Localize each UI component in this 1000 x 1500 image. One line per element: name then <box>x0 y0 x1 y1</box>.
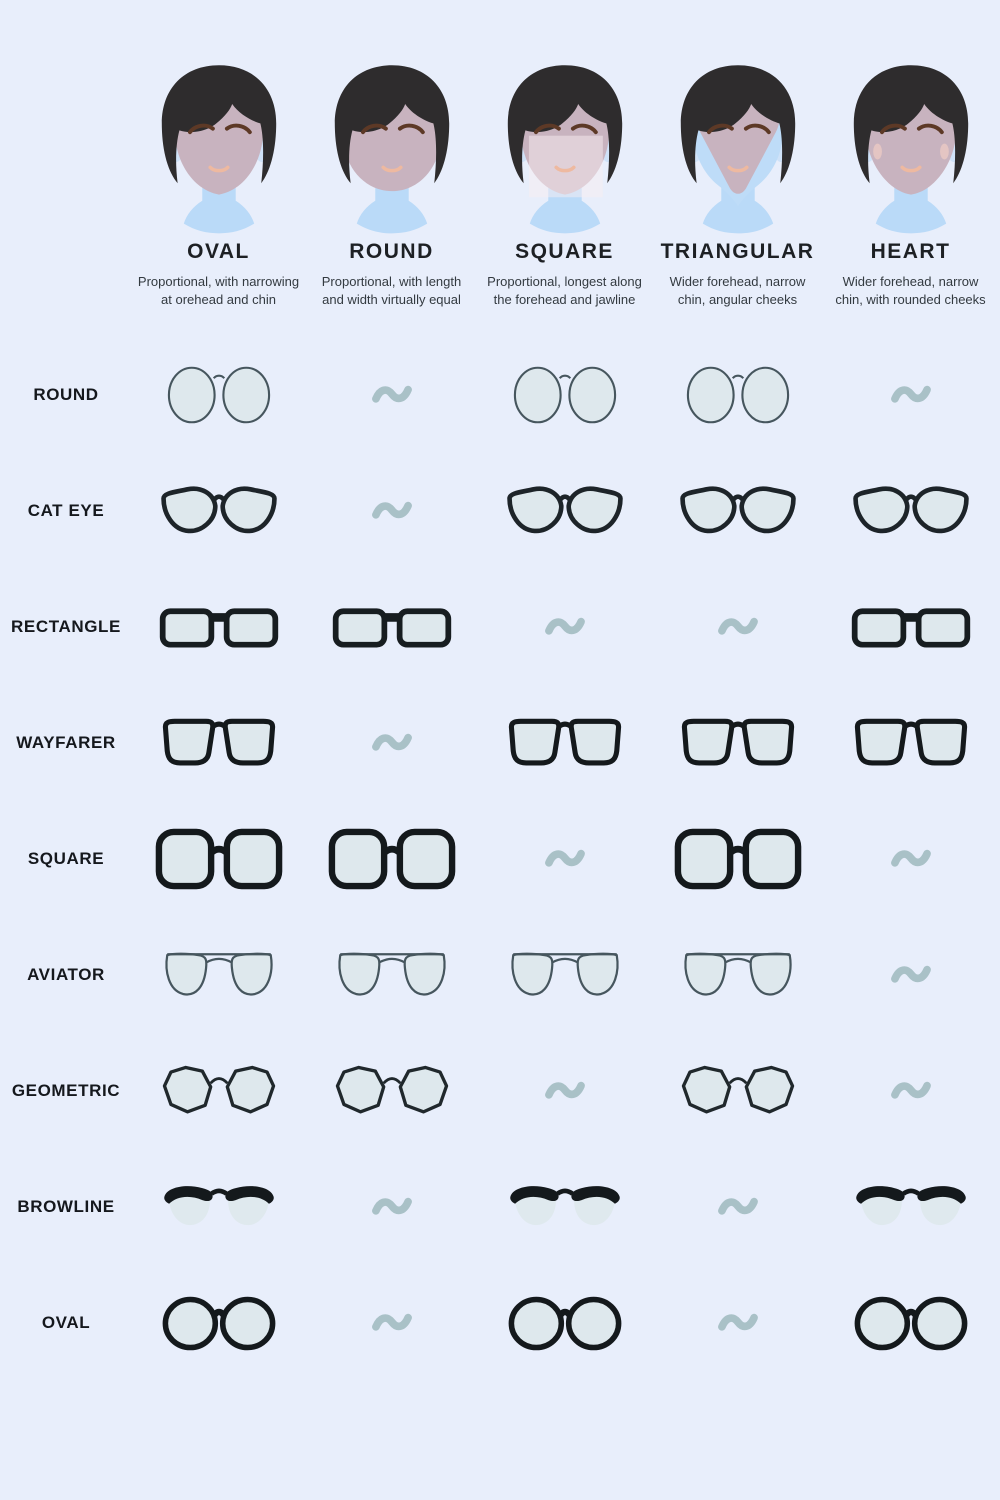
recommended-cell-square-oval <box>132 826 305 893</box>
glasses-icon <box>158 1292 280 1355</box>
not-recommended-cell-oval-round <box>305 1306 478 1340</box>
not-recommended-cell-browline-triangular <box>651 1190 824 1224</box>
not-recommended-cell-round-round <box>305 378 478 412</box>
glasses-icon <box>850 480 972 543</box>
recommended-cell-square-triangular <box>651 826 824 893</box>
recommended-cell-cateye-oval <box>132 480 305 543</box>
glasses-icon <box>504 944 626 1007</box>
glasses-icon <box>158 480 280 543</box>
face-shape-column-square <box>478 60 651 309</box>
recommended-cell-browline-heart <box>824 1176 997 1239</box>
glasses-icon <box>850 1292 972 1355</box>
tilde-icon <box>888 1074 934 1108</box>
tilde-icon <box>369 1190 415 1224</box>
glasses-icon <box>158 1060 280 1123</box>
face-shape-name: TRIANGULAR <box>660 240 815 263</box>
glasses-icon <box>504 712 626 775</box>
recommended-cell-browline-oval <box>132 1176 305 1239</box>
frame-row-wayfarer <box>0 685 1000 801</box>
recommended-cell-round-square <box>478 365 651 425</box>
face-shape-name: SQUARE <box>515 240 614 263</box>
glasses-icon <box>329 595 455 660</box>
glasses-icon <box>680 365 796 425</box>
not-recommended-cell-rectangle-square <box>478 610 651 644</box>
not-recommended-cell-wayfarer-round <box>305 726 478 760</box>
face-icon <box>663 60 813 236</box>
not-recommended-cell-round-heart <box>824 378 997 412</box>
tilde-icon <box>542 1074 588 1108</box>
recommended-cell-round-oval <box>132 365 305 425</box>
glasses-icon <box>504 1176 626 1239</box>
face-shape-description: Proportional, with length and width virtually equal <box>321 274 462 308</box>
glasses-icon <box>677 480 799 543</box>
tilde-icon <box>715 610 761 644</box>
face-illustration <box>144 60 294 236</box>
face-shape-column-round <box>305 60 478 309</box>
face-shape-name: ROUND <box>349 240 434 263</box>
recommended-cell-wayfarer-triangular <box>651 712 824 775</box>
face-icon <box>144 60 294 236</box>
frame-style-label: OVAL <box>41 1313 91 1333</box>
recommended-cell-aviator-round <box>305 944 478 1007</box>
glasses-icon <box>504 480 626 543</box>
glasses-icon <box>331 944 453 1007</box>
recommended-cell-rectangle-oval <box>132 595 305 660</box>
glasses-icon <box>504 1292 626 1355</box>
recommended-cell-wayfarer-square <box>478 712 651 775</box>
glasses-icon <box>156 595 282 660</box>
tilde-icon <box>369 494 415 528</box>
tilde-icon <box>888 378 934 412</box>
glasses-icon <box>331 1060 453 1123</box>
frame-style-label: BROWLINE <box>17 1197 115 1217</box>
not-recommended-cell-geometric-square <box>478 1074 651 1108</box>
face-illustration <box>490 60 640 236</box>
frame-row-square <box>0 801 1000 917</box>
tilde-icon <box>542 842 588 876</box>
face-icon <box>836 60 986 236</box>
frame-style-label: RECTANGLE <box>11 617 121 637</box>
frame-row-round <box>0 337 1000 453</box>
glasses-icon <box>850 712 972 775</box>
glasses-icon <box>677 712 799 775</box>
face-shape-description: Wider forehead, narrow chin, with rounded cheeks <box>835 274 986 308</box>
frame-row-oval <box>0 1265 1000 1381</box>
tilde-icon <box>715 1190 761 1224</box>
not-recommended-cell-rectangle-triangular <box>651 610 824 644</box>
recommended-cell-aviator-oval <box>132 944 305 1007</box>
recommended-cell-aviator-triangular <box>651 944 824 1007</box>
face-illustration <box>663 60 813 236</box>
face-shape-description: Wider forehead, narrow chin, angular cheeks <box>669 274 806 308</box>
face-shape-description: Proportional, longest along the forehead and jawline <box>487 274 642 308</box>
tilde-icon <box>542 610 588 644</box>
not-recommended-cell-aviator-heart <box>824 958 997 992</box>
frame-style-label: WAYFARER <box>16 733 116 753</box>
face-icon <box>317 60 467 236</box>
glasses-icon <box>158 1176 280 1239</box>
face-illustration <box>317 60 467 236</box>
glasses-icon <box>327 826 457 893</box>
glasses-icon <box>154 826 284 893</box>
recommended-cell-rectangle-heart <box>824 595 997 660</box>
glasses-icon <box>848 595 974 660</box>
recommended-cell-wayfarer-oval <box>132 712 305 775</box>
face-shape-column-triangular <box>651 60 824 309</box>
frame-style-label: ROUND <box>33 385 99 405</box>
recommended-cell-oval-square <box>478 1292 651 1355</box>
frame-row-rectangle <box>0 569 1000 685</box>
recommended-cell-browline-square <box>478 1176 651 1239</box>
not-recommended-cell-browline-round <box>305 1190 478 1224</box>
tilde-icon <box>369 726 415 760</box>
face-shape-column-oval <box>132 60 305 309</box>
not-recommended-cell-cateye-round <box>305 494 478 528</box>
face-shape-description: Proportional, with narrowing at orehead and chin <box>137 274 300 308</box>
glasses-icon <box>673 826 803 893</box>
not-recommended-cell-oval-triangular <box>651 1306 824 1340</box>
glasses-icon <box>850 1176 972 1239</box>
face-illustration <box>836 60 986 236</box>
recommended-cell-oval-oval <box>132 1292 305 1355</box>
frame-style-label: SQUARE <box>27 849 105 869</box>
recommended-cell-geometric-triangular <box>651 1060 824 1123</box>
frame-row-aviator <box>0 917 1000 1033</box>
not-recommended-cell-square-square <box>478 842 651 876</box>
glasses-icon <box>161 365 277 425</box>
recommended-cell-cateye-triangular <box>651 480 824 543</box>
recommended-cell-square-round <box>305 826 478 893</box>
recommended-cell-rectangle-round <box>305 595 478 660</box>
glasses-icon <box>507 365 623 425</box>
not-recommended-cell-geometric-heart <box>824 1074 997 1108</box>
face-shape-name: OVAL <box>187 240 250 263</box>
frame-row-browline <box>0 1149 1000 1265</box>
tilde-icon <box>888 958 934 992</box>
tilde-icon <box>715 1306 761 1340</box>
recommended-cell-aviator-square <box>478 944 651 1007</box>
frame-style-label: AVIATOR <box>27 965 105 985</box>
frames-matrix <box>0 337 1000 1381</box>
face-icon <box>490 60 640 236</box>
glasses-icon <box>677 944 799 1007</box>
frame-row-cateye <box>0 453 1000 569</box>
recommended-cell-geometric-round <box>305 1060 478 1123</box>
recommended-cell-geometric-oval <box>132 1060 305 1123</box>
tilde-icon <box>888 842 934 876</box>
recommended-cell-round-triangular <box>651 365 824 425</box>
glasses-icon <box>158 944 280 1007</box>
recommended-cell-cateye-heart <box>824 480 997 543</box>
face-shape-name: HEART <box>870 240 951 263</box>
tilde-icon <box>369 378 415 412</box>
face-shape-column-heart <box>824 60 997 309</box>
face-shape-header <box>0 0 1000 309</box>
frame-style-label: CAT EYE <box>27 501 105 521</box>
glasses-icon <box>158 712 280 775</box>
recommended-cell-cateye-square <box>478 480 651 543</box>
recommended-cell-wayfarer-heart <box>824 712 997 775</box>
frame-style-label: GEOMETRIC <box>11 1081 121 1101</box>
frame-row-geometric <box>0 1033 1000 1149</box>
not-recommended-cell-square-heart <box>824 842 997 876</box>
tilde-icon <box>369 1306 415 1340</box>
recommended-cell-oval-heart <box>824 1292 997 1355</box>
glasses-icon <box>677 1060 799 1123</box>
